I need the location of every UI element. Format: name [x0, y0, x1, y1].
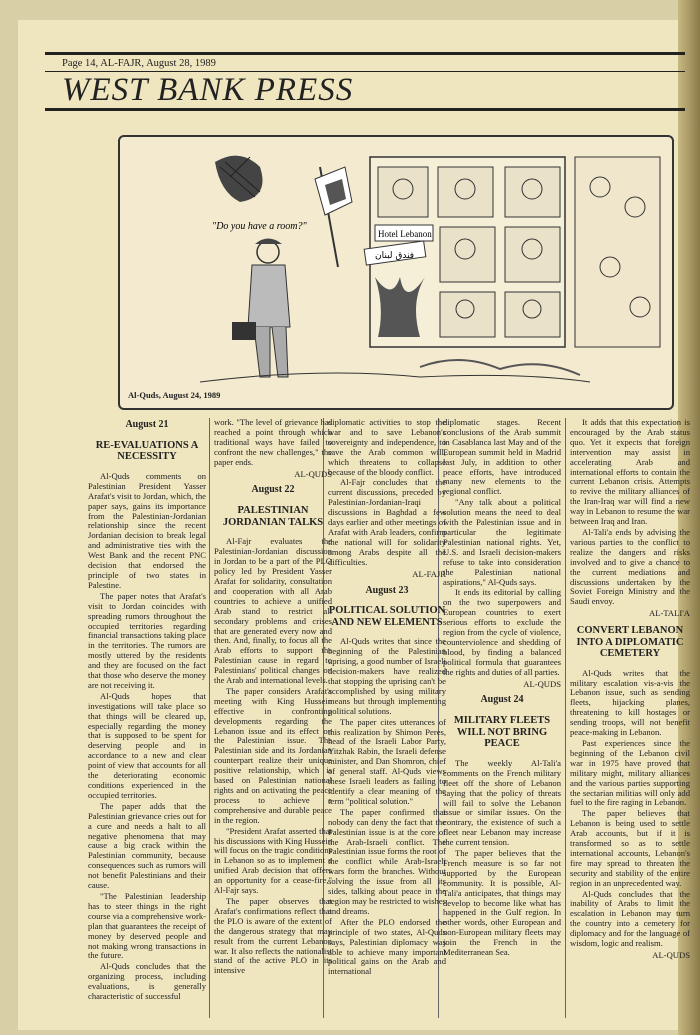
paragraph: Al-Quds writes that the military escalation vis-a-vis the Lebanon issue, such as sending fleets, hijacking planes, threatening to kill hostages or sending troops, will not benefit peace-making in Lebanon. [570, 667, 690, 738]
column-rule [565, 418, 566, 1018]
paragraph: Past experiences since the beginning of the Lebanon civil war in 1975 have proved that military might, military alliances and the various parties supporting the sectarian militias will only add fuel to the fire raging in Lebanon. [570, 737, 690, 808]
article-headline: POLITICAL SOLUTION AND NEW ELEMENTS [328, 605, 446, 628]
paragraph: Al-Quds concludes that the organizing process, including evaluations, is generally characteristic of successful [88, 961, 206, 1002]
column-rule [209, 418, 210, 1018]
source-signature: AL-QUDS [294, 468, 332, 479]
source-signature: AL-FAJR [412, 568, 446, 579]
top-rule [45, 52, 685, 55]
date-heading: August 22 [251, 484, 295, 496]
paragraph: It adds that this expectation is encouraged by the Arab status quo. Yet it expects that foreign intervention may assist in accelerating Arab and international efforts to contain the current Lebanon crisis. Attempts to revive the military alliances of the Iran-Iraq war will find a new way in Lebanon to resume the war between Iraq and Iran. [570, 417, 690, 527]
date-heading: August 24 [480, 694, 524, 706]
source-signature: AL-TALI'A [649, 608, 690, 619]
article-headline: RE-EVALUATIONS A NECESSITY [95, 439, 199, 463]
paragraph: The paper observes that Arafat's confirmations reflect that the PLO is aware of the extent of the dangerous strategy that may result from the current Lebanon war. It also reflects the nationalist stand of the active PLO in its intensive [214, 895, 332, 976]
date-heading: August 21 [125, 419, 169, 430]
paragraph: The paper believes that the French measure is so far not supported by the European community. It is possible, Al-Tali'a anticipates, that things may develop to become like what has happened in the Gulf region. In other words, other European and non-European military fleets may join the French in the Mediterranean Sea. [443, 848, 561, 958]
paragraph: It ends its editorial by calling on the two superpowers and European countries to exert serious efforts to exclude the region from the cycle of violence, counterviolence and shedding of blood, by finding a balanced political formula that guarantees the rights and duties of all parties. [443, 587, 561, 677]
paragraph: Al-Fajr evaluates the Palestinian-Jordanian discussion in Jordan to be a part of the PLO policy led by President Yasser Arafat for solidarity, consultation and cooperation with all Arab countries to achieve a unified Arab stand to restrict all secondary problems and crises that are generated every now and then. And, finally, to focus all the Arab efforts to support the Palestinian cause in regard to Palestinians' political changes on the Arab and international levels. [214, 536, 332, 686]
paragraph: Al-Fajr concludes that the current discussions, preceded by Palestinian-Jordanian-Iraqi discussions in Baghdad a few days earlier and other meetings of Arafat with Arab leaders, confirm the national will for solidarity among Arabs despite all the difficulties. [328, 477, 446, 567]
section-title: WEST BANK PRESS [62, 72, 354, 108]
editorial-cartoon [118, 135, 674, 410]
paragraph: The paper considers Arafat's meeting with King Hussein effective in confronting developments regarding the Lebanon issue and its effect on the Palestinian issue. The Palestinian side and its Jordanian counterpart realize their unique positive relationship, which is based on Palestinian national rights and on activating the peace process to achieve a comprehensive and durable peace in the region. [214, 685, 332, 825]
source-signature: AL-QUDS [652, 950, 690, 960]
paragraph: work. "The level of grievance has reached a point through which traditional ways have failed to confront the new challenges," the paper ends. [214, 417, 332, 467]
title-rule [45, 108, 685, 111]
column-5 [570, 418, 690, 967]
paragraph: After the PLO endorsed the principle of two states, Al-Quds says, Palestinian diplomacy was able to achieve many important political gains on the Arab and international [328, 916, 446, 977]
page-header: Page 14, AL-FAJR, August 28, 1989 [62, 58, 216, 69]
paragraph: The paper confirmed that nobody can deny the fact that the Palestinian issue is at the core of the Arab-Israeli conflict. The Palestinian issue forms the root of the conflict while Arab-Israeli wars form the branches. Without solving the issue from all its sides, talking about peace in the region may be restricted to wishes and dreams. [328, 806, 446, 916]
article-headline: CONVERT LEBANON INTO A DIPLOMATIC CEMETERY [576, 625, 684, 660]
column-4 [443, 418, 561, 959]
paragraph: diplomatic activities to stop the war and to save Lebanon's sovereignty and independence, to save the Arab common will, which threatens to collapse because of the bloody conflict. [328, 417, 446, 477]
cartoon-illustration [120, 137, 672, 408]
paragraph: "Any talk about a political solution means the need to deal with the Palestinian issue and in particular the legitimate Palestinian national rights. Yet, U.S. and Israeli decision-makers refuse to take into consideration the Palestinian national aspirations," Al-Quds says. [443, 497, 561, 587]
paragraph: "The Palestinian leadership has to steer things in the right course via a comprehensive work-plan that guarantees the receipt of money by deserved people and not making wrong transactions in the future. [88, 890, 206, 961]
speech-text: "Do you have a room?" [212, 221, 307, 232]
paragraph: The paper cites utterances of this realization by Shimon Peres, head of the Israeli Labor Party, Yitzhak Rabin, the Israeli defense minister, and Dan Shomron, chief of general staff. Al-Quds views these Israeli leaders as failing to identify a clear meaning of the term "political solution." [328, 716, 446, 806]
column-2 [214, 418, 332, 977]
date-heading: August 23 [365, 584, 409, 596]
hotel-sign-arabic: فندق لبنان [375, 251, 415, 261]
paragraph: Al-Quds hopes that investigations will take place so that things will be cleared up, especially regarding the money that is supposed to be spent for deserving people and in accordance to a new and clear point of view that accounts for all the deteriorating economic conditions experienced in the occupied territories. [88, 690, 206, 800]
paragraph: The weekly Al-Tali'a comments on the French military fleet off the shore of Lebanon saying that the policy of threats will fail to solve the Lebanon issue or similar issues. On the contrary, the existence of such a fleet near Lebanon may increase the current tension. [443, 757, 561, 848]
paragraph: The paper adds that the Palestinian grievance cries out for a cure and needs a halt to all negative phenomena that may cause a big crack within the Palestinian community, because consequences such as rumors will not benefit Palestinians and their cause. [88, 800, 206, 891]
hotel-sign-english: Hotel Lebanon [378, 229, 432, 239]
paragraph: Al-Quds comments on Palestinian President Yasser Arafat's visit to Jordan, which, the paper says, gains its importance from the Palestinian-Jordanian relationship since the recent Jordanian decision to break legal and administrative ties with the West Bank and the recent PNC decision that endorsed the principle of two states in Palestine. [88, 470, 206, 590]
source-signature: AL-QUDS [523, 678, 561, 689]
paragraph: "President Arafat asserted that his discussions with King Hussein will focus on the tragic conditions in Lebanon so as to implement a unified Arab decision that offers an opportunity for a cease-fire," Al-Fajr says. [214, 825, 332, 896]
paragraph: The paper believes that Lebanon is being used to settle Arab accounts, but if it is transformed so as to settle international accounts, Lebanon's fire may spread to threaten the security and stability of the entire region in an unprecedented way. [570, 808, 690, 888]
article-headline: PALESTINIAN JORDANIAN TALKS [222, 505, 324, 528]
paragraph: diplomatic stages. Recent conclusions of the Arab summit in Casablanca last May and of the European summit held in Madrid last July, in addition to other peace efforts, have introduced many new elements to the regional conflict. [443, 417, 561, 497]
paragraph: Al-Quds concludes that the inability of Arabs to limit the escalation in Lebanon may turn the country into a cemetery for diplomacy and for the language of wisdom, logic and realism. [570, 888, 690, 949]
column-3 [328, 418, 446, 978]
paragraph: Al-Quds writes that since the beginning of the Palestinian uprising, a good number of Israeli decision-makers have realized that stopping the uprising can't be accomplished by using military means but through implementing political solutions. [328, 636, 446, 716]
paragraph: Al-Tali'a ends by advising the various parties to the conflict to realize the dangers and risks involved and to give a chance to the current mediations and discussions undertaken by the Soviet Foreign Ministry and the Saudi envoy. [570, 526, 690, 607]
column-1 [88, 418, 206, 1003]
article-headline: MILITARY FLEETS WILL NOT BRING PEACE [453, 715, 551, 750]
paragraph: The paper notes that Arafat's visit to Jordan coincides with spreading rumors throughout the occupied territories regarding financial transactions taking place in the territories. The rumors are mostly uttered by the residents and they are focused on the fact that those who deserve the money are not receiving it. [88, 590, 206, 690]
cartoon-caption: Al-Quds, August 24, 1989 [128, 390, 221, 400]
